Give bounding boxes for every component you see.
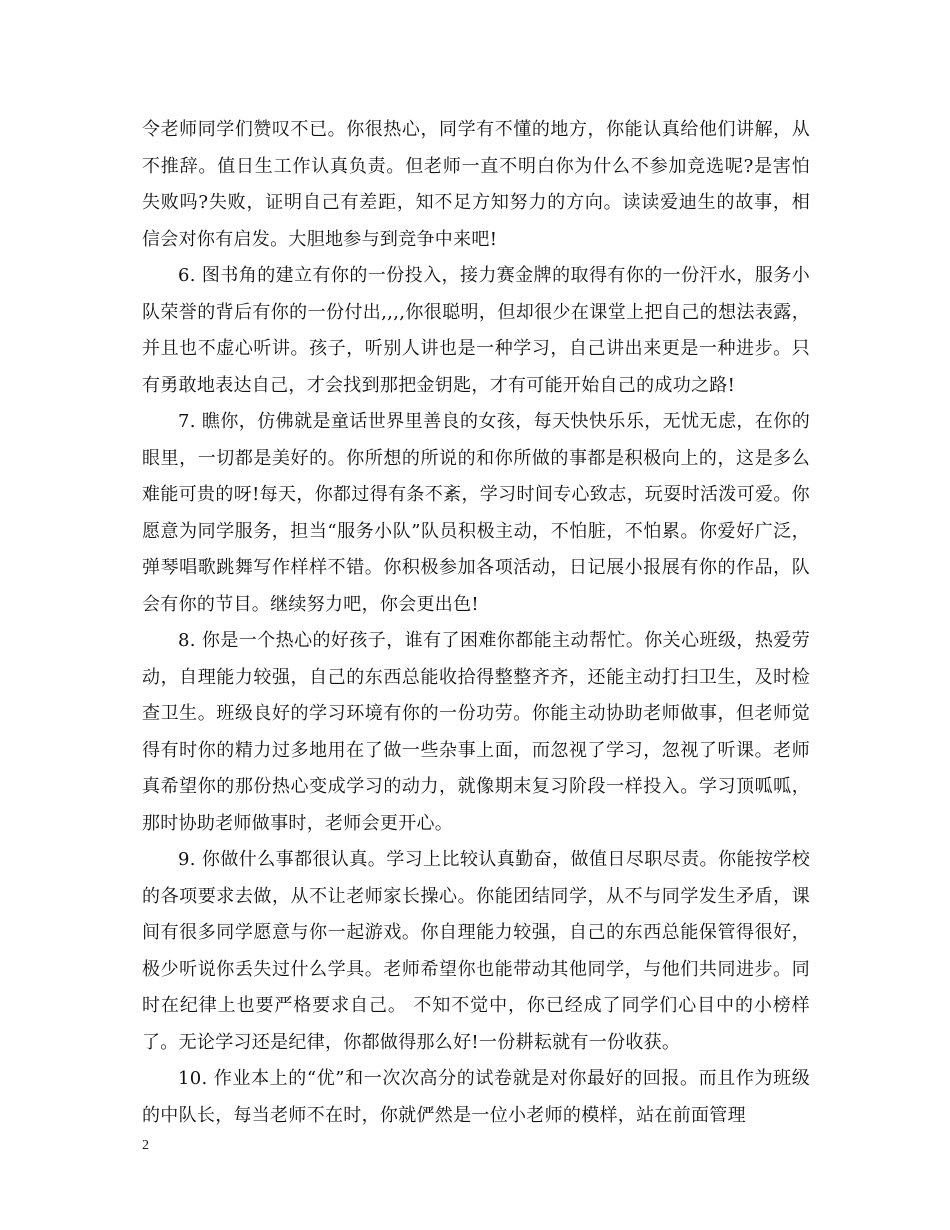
document-body: [142, 112, 810, 1134]
page-number: 2: [142, 1138, 149, 1153]
paragraph-10: 10. 作业本上的“优”和一次次高分的试卷就是对你最好的回报。而且作为班级的中队长，每当老师不在时，你就俨然是一位小老师的模样，站在前面管理: [142, 1068, 810, 1126]
paragraph-continued: 令老师同学们赞叹不已。你很热心，同学有不懂的地方，你能认真给他们讲解，从不推辞。值日生工作认真负责。但老师一直不明白你为什么不参加竞选呢?是害怕失败吗?失败，证明自己有差距，知不足方知努力的方向。读读爱迪生的故事，相信会对你有启发。大胆地参与到竞争中来吧!: [142, 119, 810, 250]
paragraph-7: 7. 瞧你，仿佛就是童话世界里善良的女孩，每天快快乐乐，无忧无虑，在你的眼里，一切都是美好的。你所想的所说的和你所做的事都是积极向上的，这是多么难能可贵的呀!每天，你都过得有条不紊，学习时间专心致志，玩耍时活泼可爱。你愿意为同学服务，担当“服务小队”队员积极主动，不怕脏，不怕累。你爱好广泛，弹琴唱歌跳舞写作样样不错。你积极参加各项活动，日记展小报展有你的作品，队会有你的节目。继续努力吧，你会更出色!: [142, 411, 810, 615]
paragraph-9: 9. 你做什么事都很认真。学习上比较认真勤奋，做值日尽职尽责。你能按学校的各项要求去做，从不让老师家长操心。你能团结同学，从不与同学发生矛盾，课间有很多同学愿意与你一起游戏。你自理能力较强，自己的东西总能保管得很好，极少听说你丢失过什么学具。老师希望你也能带动其他同学，与他们共同进步。同时在纪律上也要严格要求自己。 不知不觉中，你已经成了同学们心目中的小榜样了。无论学习还是纪律，你都做得那么好!一份耕耘就有一份收获。: [142, 849, 810, 1053]
paragraph-8: 8. 你是一个热心的好孩子，谁有了困难你都能主动帮忙。你关心班级，热爱劳动，自理能力较强，自己的东西总能收拾得整整齐齐，还能主动打扫卫生，及时检查卫生。班级良好的学习环境有你的一份功劳。你能主动协助老师做事，但老师觉得有时你的精力过多地用在了做一些杂事上面，而忽视了学习，忽视了听课。老师真希望你的那份热心变成学习的动力，就像期末复习阶段一样投入。学习顶呱呱，那时协助老师做事时，老师会更开心。: [142, 630, 810, 834]
paragraph-6: 6. 图书角的建立有你的一份投入，接力赛金牌的取得有你的一份汗水，服务小队荣誉的背后有你的一份付出,,,,你很聪明，但却很少在课堂上把自己的想法表露，并且也不虚心听讲。孩子，听别人讲也是一种学习，自己讲出来更是一种进步。只有勇敢地表达自己，才会找到那把金钥匙，才有可能开始自己的成功之路!: [142, 265, 810, 396]
